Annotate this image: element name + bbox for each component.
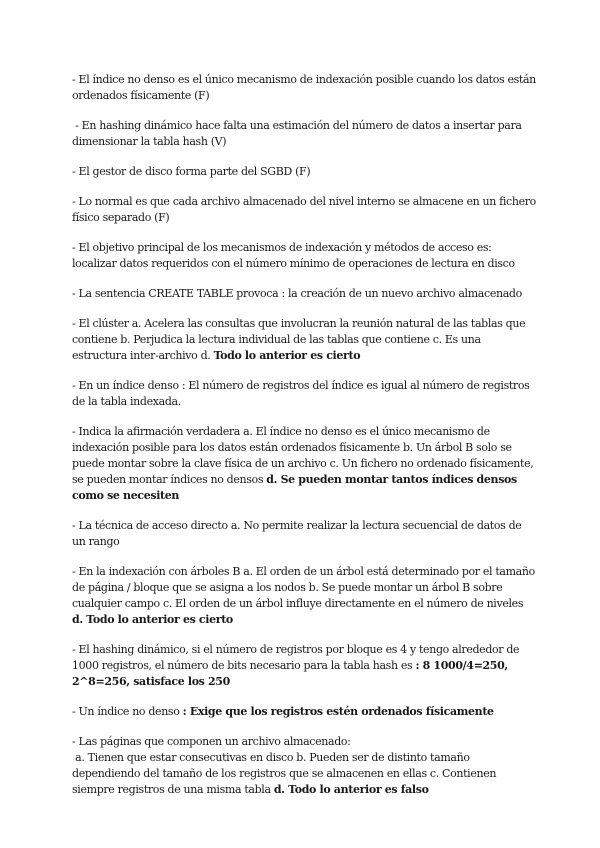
paragraph-14 (72, 734, 536, 798)
paragraph-text: - La sentencia CREATE TABLE provoca : la creación de un nuevo archivo almacenado (72, 287, 522, 300)
paragraph-text: - El objetivo principal de los mecanismos de indexación y métodos de acceso es: localizar datos requeridos con el número mínimo de operaciones de lectura en disco (72, 241, 515, 270)
paragraph-2 (72, 118, 536, 150)
paragraph-text: - Las páginas que componen un archivo almacenado: a. Tienen que estar consecutivas en disco b. Pueden ser de distinto tamaño dependiendo del tamaño de los registros que se almacenen en ellas c. Contienen siempre registros de una misma tabla (72, 735, 497, 796)
paragraph-text: - Indica la afirmación verdadera a. El índice no denso es el único mecanismo de indexación posible para los datos están ordenados físicamente b. Un árbol B solo se puede montar sobre la clave física de un archivo c. Un fichero no ordenado físicamente, se pueden montar índices no densos (72, 425, 534, 486)
paragraph-answer: d. Todo lo anterior es cierto (72, 613, 233, 626)
paragraph-text: - La técnica de acceso directo a. No permite realizar la lectura secuencial de datos de un rango (72, 519, 522, 548)
paragraph-answer: : 8 1000/4=250, 2^8=256, satisface los 250 (72, 659, 508, 688)
paragraph-1 (72, 72, 536, 104)
paragraph-text: - En un índice denso : El número de registros del índice es igual al número de registros de la tabla indexada. (72, 379, 530, 408)
paragraph-text: - El hashing dinámico, si el número de registros por bloque es 4 y tengo alrededor de 1000 registros, el número de bits necesario para la tabla hash es (72, 643, 520, 672)
paragraph-answer: Todo lo anterior es cierto (213, 349, 361, 362)
paragraph-6 (72, 286, 536, 302)
paragraph-3 (72, 164, 536, 180)
paragraph-9 (72, 424, 536, 504)
paragraph-answer: d. Se pueden montar tantos índices densos como se necesiten (72, 473, 517, 502)
paragraph-text: - Un índice no denso (72, 705, 183, 718)
paragraph-text: - Lo normal es que cada archivo almacenado del nivel interno se almacene en un fichero físico separado (F) (72, 195, 536, 224)
paragraph-text: - En hashing dinámico hace falta una estimación del número de datos a insertar para dimensionar la tabla hash (V) (72, 119, 525, 148)
paragraph-12 (72, 642, 536, 690)
paragraph-text: - El gestor de disco forma parte del SGBD (F) (72, 165, 311, 178)
paragraph-text: - El clúster a. Acelera las consultas que involucran la reunión natural de las tablas que contiene b. Perjudica la lectura individual de las tablas que contiene c. Es una estructura inter-archivo d. (72, 317, 526, 362)
paragraph-7 (72, 316, 536, 364)
paragraph-4 (72, 194, 536, 226)
paragraph-text: - El índice no denso es el único mecanismo de indexación posible cuando los datos están ordenados físicamente (F) (72, 73, 536, 102)
paragraph-8 (72, 378, 536, 410)
paragraph-13 (72, 704, 536, 720)
paragraph-11 (72, 564, 536, 628)
paragraph-10 (72, 518, 536, 550)
paragraph-text: - En la indexación con árboles B a. El orden de un árbol está determinado por el tamaño de página / bloque que se asigna a los nodos b. Se puede montar un árbol B sobre cualquier campo c. El orden de un árbol influye directamente en el número de niveles (72, 565, 535, 610)
paragraph-answer: : Exige que los registros estén ordenados físicamente (182, 705, 494, 718)
paragraph-5 (72, 240, 536, 272)
paragraph-answer: d. Todo lo anterior es falso (273, 783, 429, 796)
